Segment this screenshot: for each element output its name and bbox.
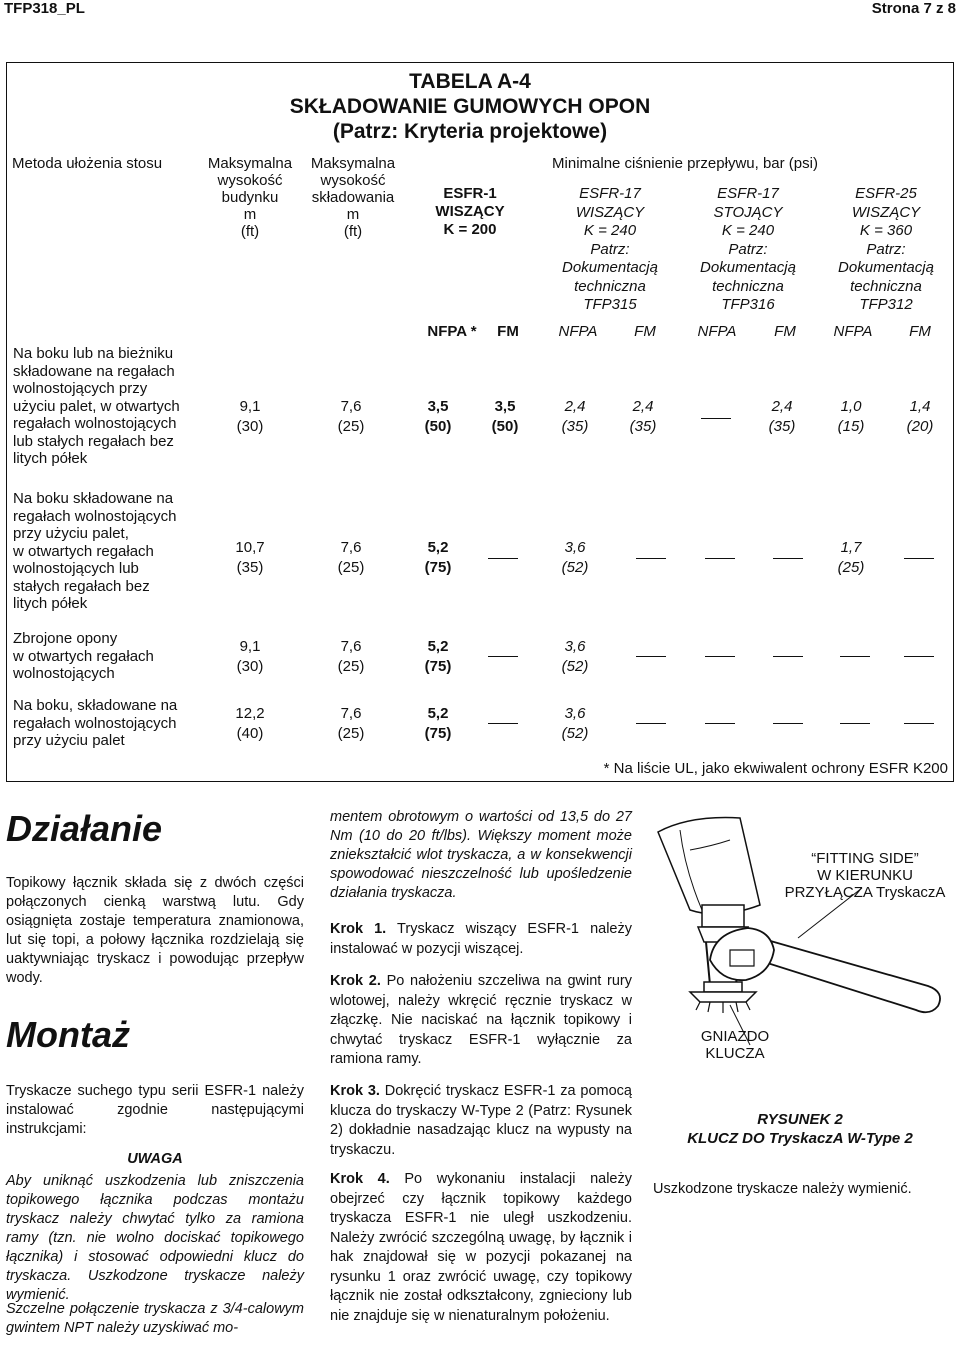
storage-height: 7,6 (25) xyxy=(337,539,365,576)
sprinkler-esfr17-pendent: ESFR-17 WISZĄCY K = 240 Patrz: Dokumentacją techniczna TFP315 xyxy=(562,185,658,313)
pressure-cell: 1,7 (25) xyxy=(837,539,865,576)
agency-label: NFPA xyxy=(833,323,873,340)
step-label: Krok 1. xyxy=(330,921,387,937)
row-label: Na boku lub na bieżniku składowane na regałach wolnostojących przy użyciu palet, w otwartych regałach wolnostojących lub stałych regałach bez litych półek xyxy=(13,345,180,467)
pressure-cell: 1,4 (20) xyxy=(906,398,934,435)
torque-text: mentem obrotowym o wartości od 13,5 do 27 Nm (10 do 20 ft/lbs). Większy moment może zniekształcić wlot tryskacza, a w konsekwencji spowodować nieszczelność lub upośledzenie działania tryskacza. xyxy=(330,809,632,901)
step-text: Dokręcić tryskacz ESFR-1 za pomocą klucza do tryskaczy W-Type 2 (Patrz: Rysunek 2) dokładnie nasadzając klucz na wypusty na tryskaczu. xyxy=(330,1083,632,1158)
empty-cell-dash xyxy=(705,558,735,559)
figure-caption: RYSUNEK 2 KLUCZ DO TryskaczA W-Type 2 xyxy=(687,1111,913,1147)
pressure-cell: 3,5 (50) xyxy=(491,398,519,435)
building-height: 10,7 (35) xyxy=(235,539,265,576)
step-label: Krok 4. xyxy=(330,1171,390,1187)
empty-cell-dash xyxy=(840,656,870,657)
step-1 xyxy=(330,920,632,959)
empty-cell-dash xyxy=(488,656,518,657)
row-label: Na boku składowane na regałach wolnostojących przy użyciu palet, w otwartych regałach wolnostojących lub stałych regałach bez litych półek xyxy=(13,490,177,612)
step-text: Po wykonaniu instalacji należy obejrzeć czy łącznik topikowy każdego tryskacza ESFR-1 nie uległ uszkodzeniu. Należy zwrócić szczególną uwagę, by łącznik i hak znajdował się w pozycji pokazanej na rysunku 1 oraz zwrócić uwagę, czy topikowy łącznik nie został odkształcony, zgnieciony lub nie znajduje się w nienaturalnym położeniu. xyxy=(330,1171,632,1324)
agency-label: FM xyxy=(909,323,931,340)
wrench-socket-label: GNIAZDO KLUCZA xyxy=(700,1028,770,1062)
empty-cell-dash xyxy=(636,656,666,657)
pressure-title: Minimalne ciśnienie przepływu, bar (psi) xyxy=(552,155,818,172)
uwaga-title: UWAGA xyxy=(127,1151,183,1167)
storage-height: 7,6 (25) xyxy=(337,398,365,435)
pressure-cell: 2,4 (35) xyxy=(561,398,589,435)
table-title-3: (Patrz: Kryteria projektowe) xyxy=(332,120,608,143)
pressure-cell: 3,6 (52) xyxy=(561,705,589,742)
empty-cell-dash xyxy=(840,723,870,724)
step-4 xyxy=(330,1170,632,1326)
empty-cell-dash xyxy=(773,558,803,559)
storage-height: 7,6 (25) xyxy=(337,638,365,675)
building-height: 9,1 (30) xyxy=(236,638,264,675)
empty-cell-dash xyxy=(705,723,735,724)
empty-cell-dash xyxy=(904,558,934,559)
row-label: Zbrojone opony w otwartych regałach wolnostojących xyxy=(13,630,154,682)
seal-text: Szczelne połączenie tryskacza z 3/4-calowym gwintem NPT należy uzyskiwać mo- xyxy=(6,1301,304,1336)
col-stack-method: Metoda ułożenia stosu xyxy=(12,155,163,172)
empty-cell-dash xyxy=(773,723,803,724)
storage-height: 7,6 (25) xyxy=(337,705,365,742)
agency-label: FM xyxy=(497,323,519,340)
empty-cell-dash xyxy=(636,558,666,559)
pressure-cell: 3,5 (50) xyxy=(424,398,452,435)
dzialanie-paragraph: Topikowy łącznik składa się z dwóch części połączonych cienką warstwą lutu. Gdy osiągnięta zostaje temperatura znamionowa, lut się topi, a połowy łącznika rozdzielają się uaktywniając tryskacz i powodując przepływ wody. xyxy=(6,875,304,986)
agency-label: NFPA xyxy=(697,323,737,340)
page-number: Strona 7 z 8 xyxy=(871,0,956,17)
section-title-montaz: Montaż xyxy=(6,1014,130,1055)
col-building-height: Maksymalna wysokość budynku m (ft) xyxy=(207,155,293,240)
section-title-dzialanie: Działanie xyxy=(6,808,163,849)
row-label: Na boku, składowane na regałach wolnostojących przy użyciu palet xyxy=(13,697,178,749)
empty-cell-dash xyxy=(701,418,731,419)
pressure-cell: 2,4 (35) xyxy=(768,398,796,435)
uwaga-text: Aby uniknąć uszkodzenia lub zniszczenia topikowego łącznika podczas montażu tryskacz należy chwytać tylko za ramiona ramy (tzn. nie wolno dociskać topikowego łącznika) i stosować odpowiedni klucz do tryskacza. Uszkodzone tryskacze należy wymienić. xyxy=(6,1173,304,1303)
empty-cell-dash xyxy=(488,558,518,559)
sprinkler-esfr1: ESFR-1 WISZĄCY K = 200 xyxy=(435,185,505,238)
fitting-side-label: “FITTING SIDE” W KIERUNKU PRZYŁĄCZA TryskaczA xyxy=(784,850,946,901)
agency-label: NFPA xyxy=(558,323,598,340)
agency-label: FM xyxy=(774,323,796,340)
pressure-cell: 5,2 (75) xyxy=(424,705,452,742)
pressure-cell: 3,6 (52) xyxy=(561,638,589,675)
empty-cell-dash xyxy=(636,723,666,724)
empty-cell-dash xyxy=(488,723,518,724)
building-height: 9,1 (30) xyxy=(236,398,264,435)
building-height: 12,2 (40) xyxy=(235,705,265,742)
sprinkler-esfr17-upright: ESFR-17 STOJĄCY K = 240 Patrz: Dokumentacją techniczna TFP316 xyxy=(700,185,796,313)
col-storage-height: Maksymalna wysokość składowania m (ft) xyxy=(310,155,396,240)
table-title-2: SKŁADOWANIE GUMOWYCH OPON xyxy=(289,95,651,118)
sprinkler-esfr25-pendent: ESFR-25 WISZĄCY K = 360 Patrz: Dokumentacją techniczna TFP312 xyxy=(838,185,934,313)
table-title-1: TABELA A-4 xyxy=(409,70,531,93)
doc-code: TFP318_PL xyxy=(4,0,85,17)
empty-cell-dash xyxy=(904,656,934,657)
pressure-cell: 5,2 (75) xyxy=(424,539,452,576)
step-text: Po nałożeniu szczeliwa na gwint rury wlotowej, należy wkręcić ręcznie tryskacz w złączkę. Nie naciskać na łącznik topikowy i chwytać tryskacz ESFR-1 wyłącznie za ramiona ramy. xyxy=(330,973,633,1067)
empty-cell-dash xyxy=(773,656,803,657)
pressure-cell: 2,4 (35) xyxy=(629,398,657,435)
step-text: Tryskacz wiszący ESFR-1 należy instalować w pozycji wiszącej. xyxy=(330,921,632,957)
empty-cell-dash xyxy=(904,723,934,724)
table-footnote: * Na liście UL, jako ekwiwalent ochrony ESFR K200 xyxy=(603,760,948,777)
pressure-cell: 3,6 (52) xyxy=(561,539,589,576)
montaz-intro: Tryskacze suchego typu serii ESFR-1 należy instalować zgodnie następującymi instrukcjami: xyxy=(6,1083,304,1137)
empty-cell-dash xyxy=(705,656,735,657)
step-label: Krok 3. xyxy=(330,1083,380,1099)
agency-label: NFPA * xyxy=(427,323,477,340)
step-3 xyxy=(330,1082,632,1160)
step-label: Krok 2. xyxy=(330,973,381,989)
pressure-cell: 1,0 (15) xyxy=(837,398,865,435)
pressure-cell: 5,2 (75) xyxy=(424,638,452,675)
step-2 xyxy=(330,972,632,1070)
replace-note: Uszkodzone tryskacze należy wymienić. xyxy=(653,1181,912,1197)
agency-label: FM xyxy=(634,323,656,340)
